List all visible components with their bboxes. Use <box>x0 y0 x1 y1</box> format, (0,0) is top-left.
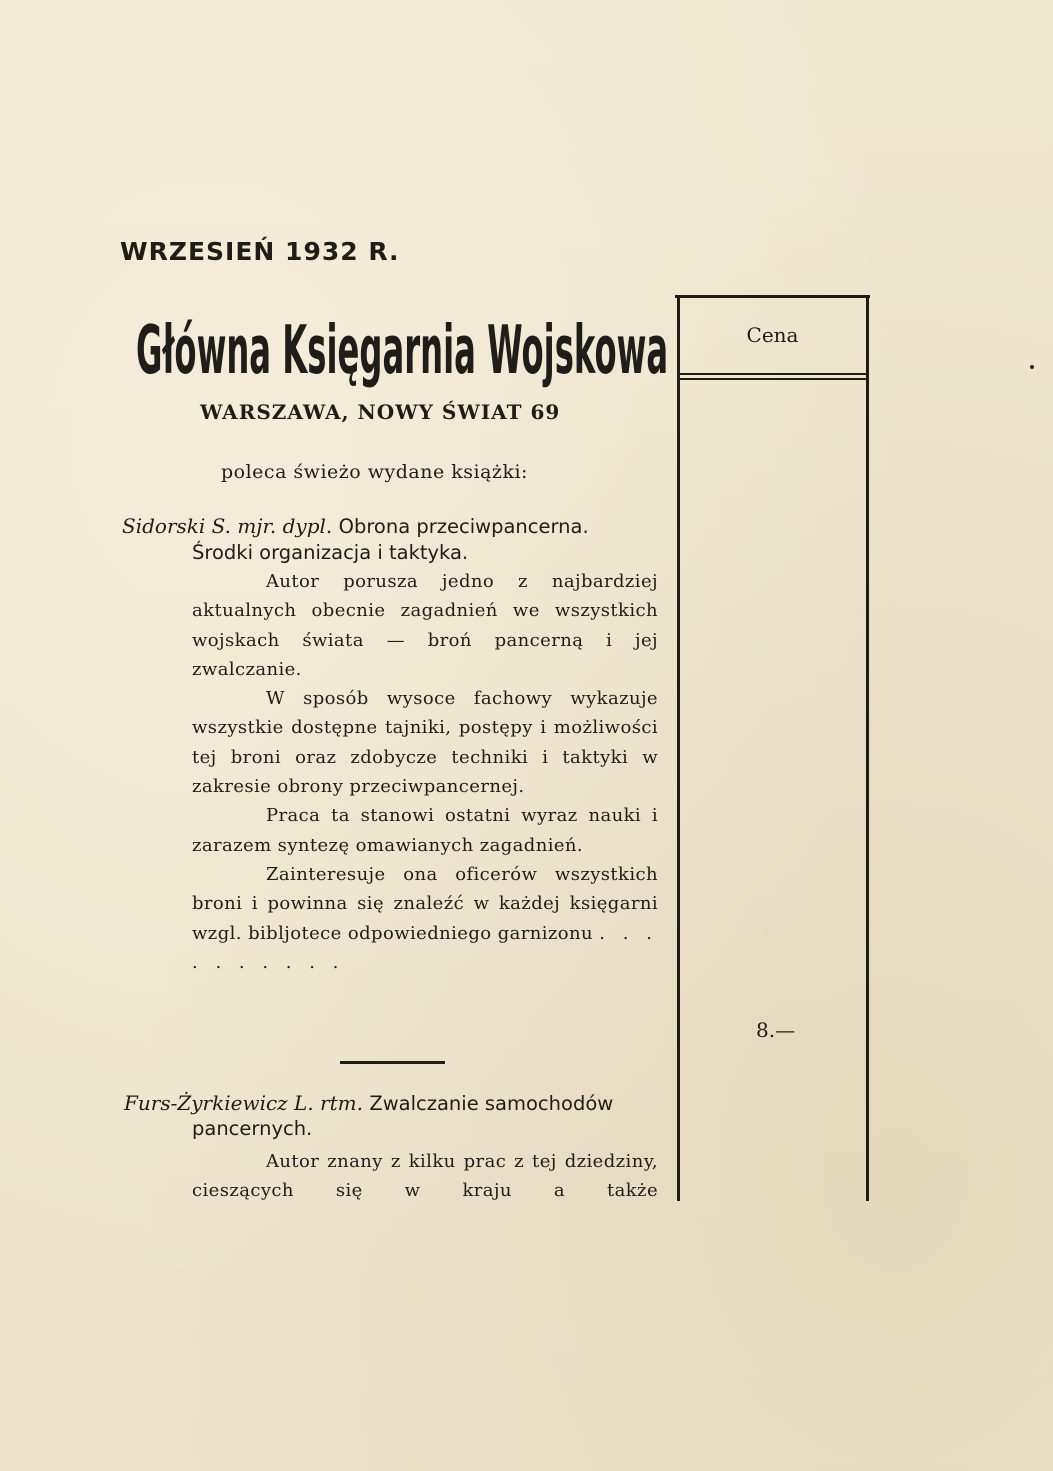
price-leader-dots: . . . . . . . . . . <box>192 922 658 973</box>
price-header-rule <box>679 378 866 380</box>
issue-date: WRZESIEŃ 1932 R. <box>120 237 400 266</box>
intro-text: poleca świeżo wydane książki: <box>221 461 528 483</box>
book-1-author: Sidorski S. mjr. dypl. <box>122 514 333 538</box>
book-2-paragraph: Autor znany z kilku prac z tej dziedziny, cieszących się w kraju a także <box>192 1151 658 1202</box>
book-1-paragraph-text: Zainteresuje ona oficerów wszystkich broni i powinna się znaleźć w każdej księgarni wzgl. bibljotece odpowiedniego garnizonu <box>192 863 658 944</box>
book-1-price: 8.— <box>756 1018 796 1042</box>
book-1-title: Obrona przeciwpancerna. <box>338 515 589 538</box>
book-1-subtitle: Środki organizacja i taktyka. <box>192 541 469 564</box>
store-name: Główna Księgarnia Wojskowa <box>136 312 669 390</box>
book-2-description <box>192 1147 658 1206</box>
price-column-left-rule <box>677 295 680 1201</box>
margin-speck <box>1030 365 1034 369</box>
price-header-rule <box>679 373 866 375</box>
entry-separator <box>340 1061 445 1064</box>
book-1-description <box>192 567 658 977</box>
book-1-paragraph <box>192 860 658 977</box>
price-column-header: Cena <box>746 323 799 347</box>
price-column-right-rule <box>866 295 869 1201</box>
book-2-author: Furs-Żyrkiewicz L. rtm. <box>124 1091 363 1115</box>
book-1-paragraph: W sposób wysoce fachowy wykazuje wszystkie dostępne tajniki, postępy i możliwości tej broni oraz zdobycze techniki i taktyki w zakresie obrony przeciwpancernej. <box>192 688 658 798</box>
book-entry-2-heading <box>124 1089 669 1118</box>
book-2-title: Zwalczanie samochodów <box>369 1092 614 1115</box>
price-column-top-rule <box>675 295 870 298</box>
store-address: WARSZAWA, NOWY ŚWIAT 69 <box>200 400 561 424</box>
book-1-paragraph: Praca ta stanowi ostatni wyraz nauki i zarazem syntezę omawianych zagadnień. <box>192 805 658 856</box>
price-column <box>675 295 870 1201</box>
book-1-paragraph: Autor porusza jedno z najbardziej aktualnych obecnie zagadnień we wszystkich wojskach świata — broń pancerną i jej zwalczanie. <box>192 571 658 680</box>
book-entry-1-heading <box>122 512 662 541</box>
book-2-subtitle: pancernych. <box>192 1117 313 1140</box>
